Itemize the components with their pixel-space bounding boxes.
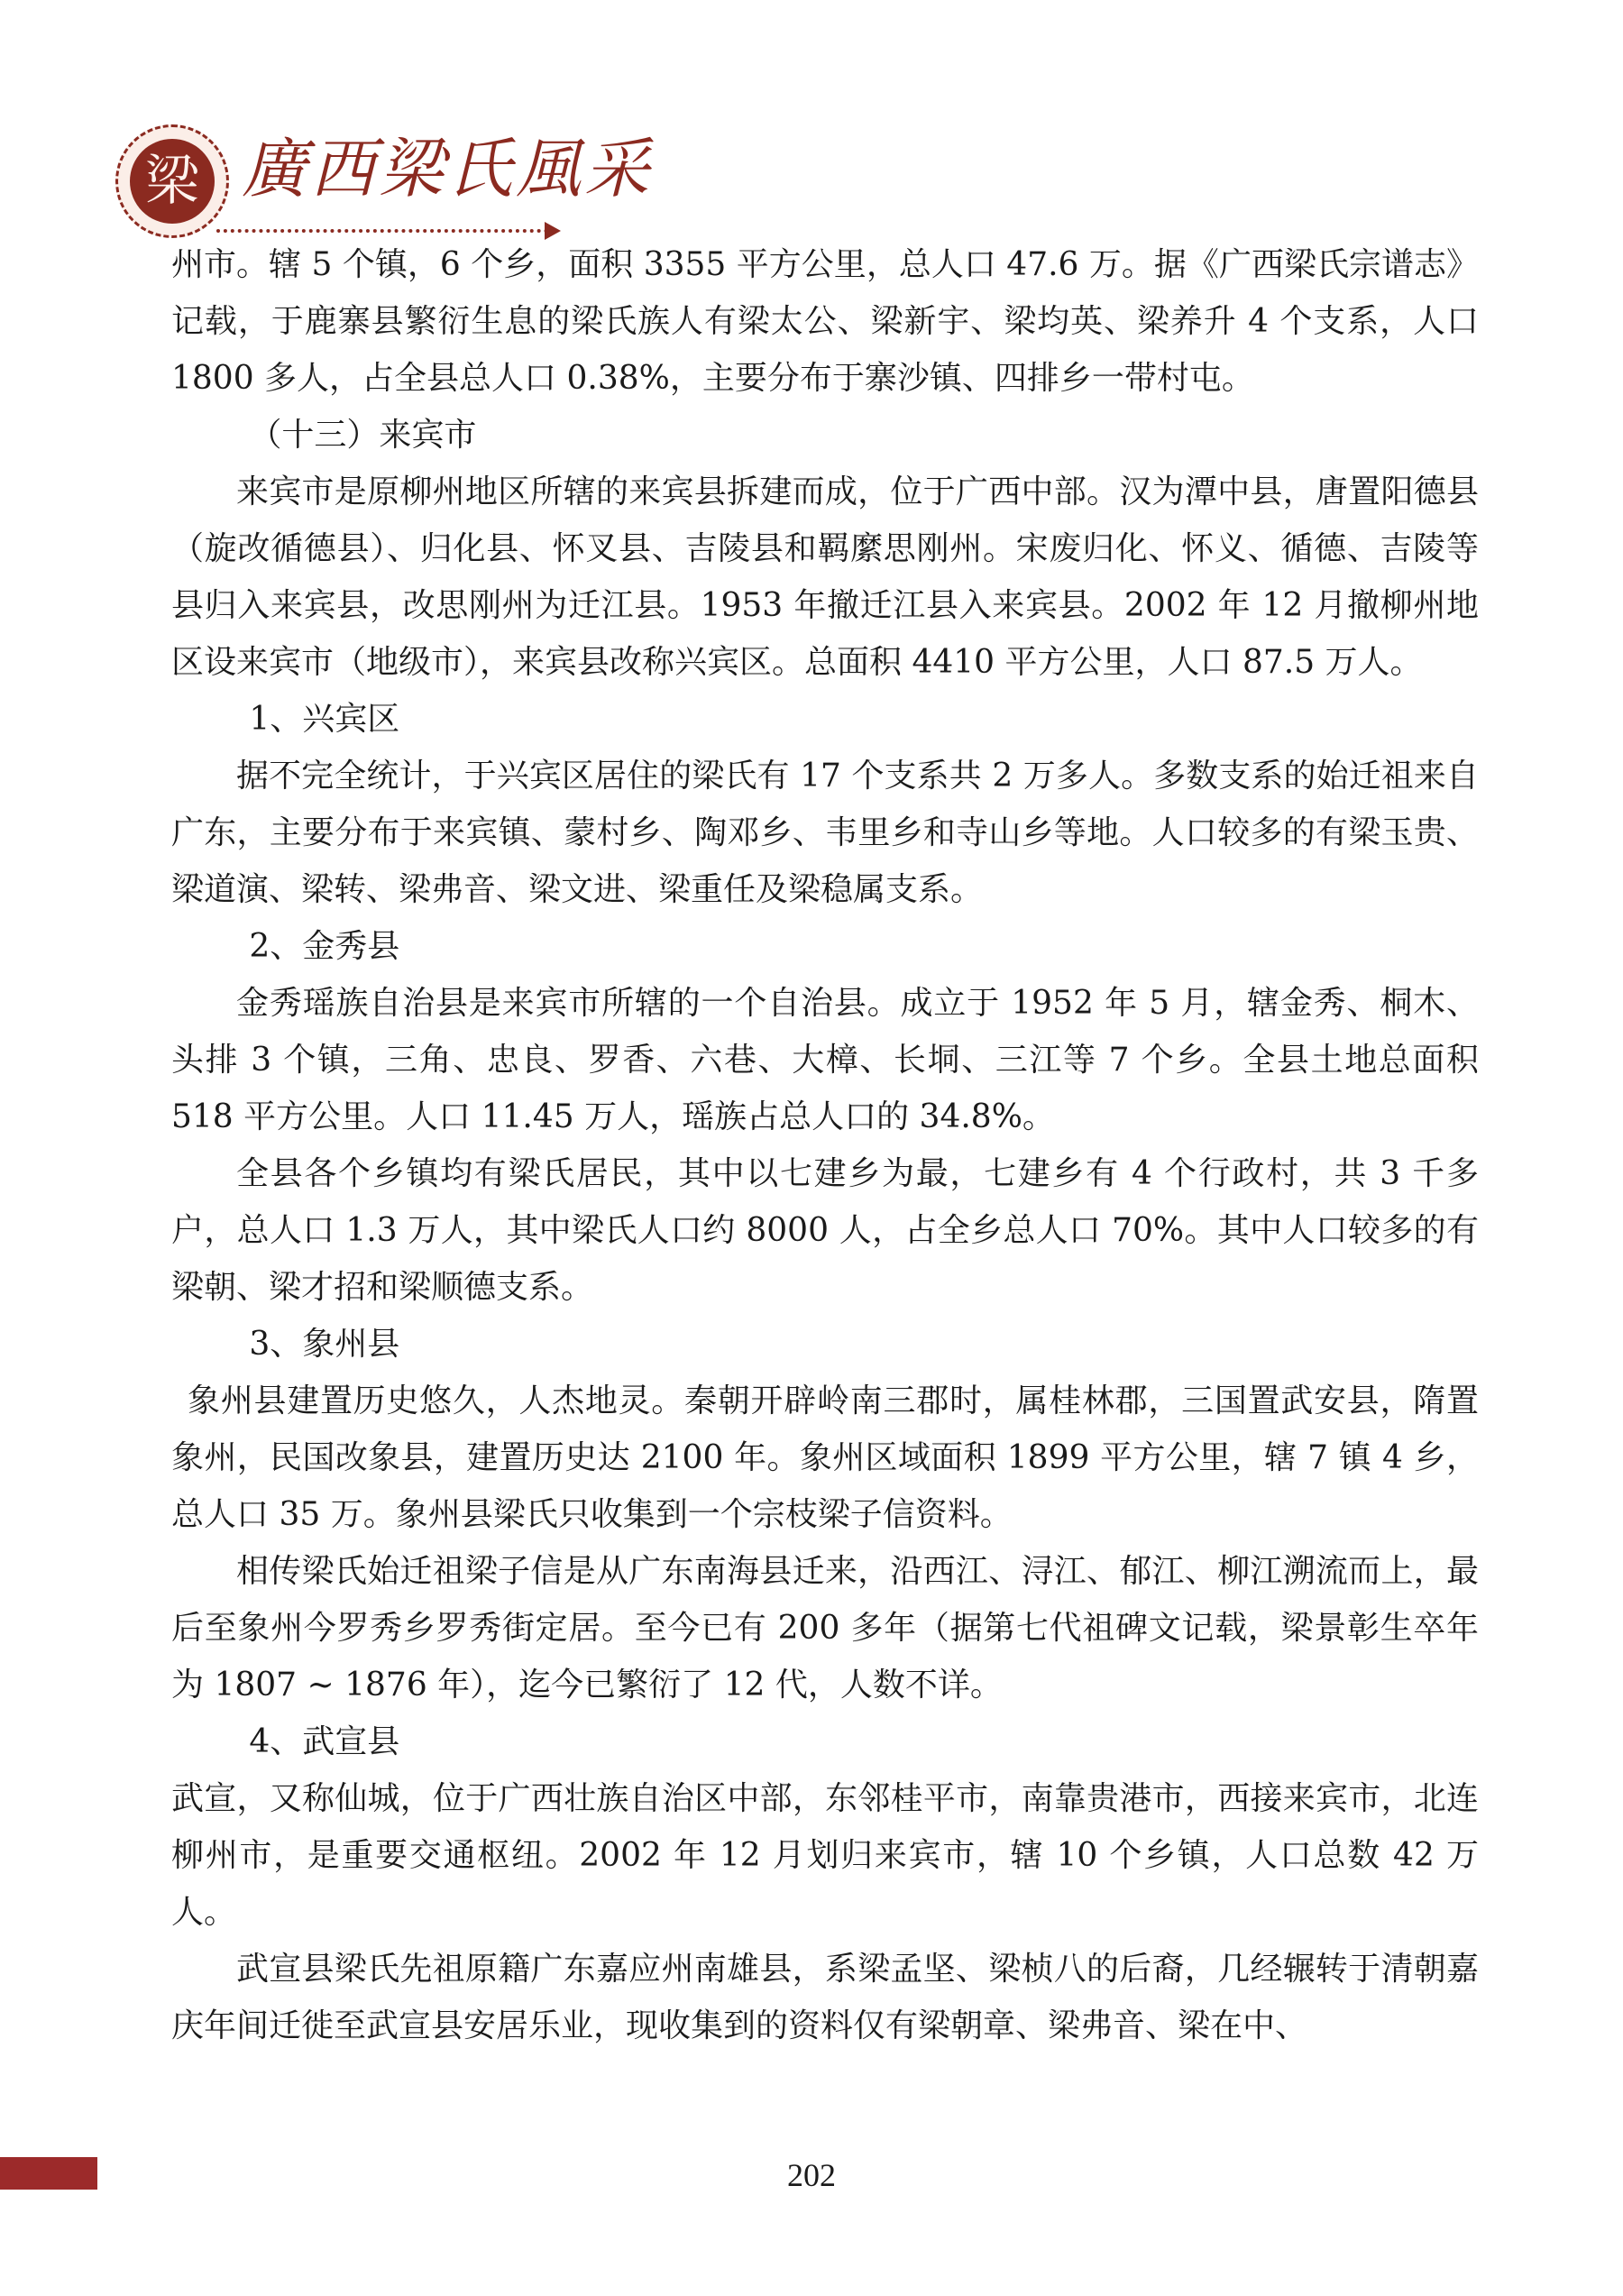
paragraph: 据不完全统计，于兴宾区居住的梁氏有 17 个支系共 2 万多人。多数支系的始迁祖来自广东，主要分布于来宾镇、蒙村乡、陶邓乡、韦里乡和寺山乡等地。人口较多的有梁玉贵、梁道演、梁转、梁弗音、梁文进、梁重任及梁稳属支系。 (171, 758, 1479, 908)
page-number: 202 (787, 2157, 836, 2193)
section-heading: 3、象州县 (249, 1326, 400, 1363)
page-body (171, 236, 1479, 2054)
section-heading: （十三）来宾市 (249, 417, 477, 454)
paragraph: 相传梁氏始迁祖梁子信是从广东南海县迁来，沿西江、浔江、郁江、柳江溯流而上，最后至象州今罗秀乡罗秀街定居。至今已有 200 多年（据第七代祖碑文记载，梁景彰生卒年为 1807 ~ 1876 年），迄今已繁衍了 12 代，人数不详。 (171, 1553, 1479, 1704)
paragraph: 武宣县梁氏先祖原籍广东嘉应州南雄县，系梁孟坚、梁桢八的后裔，几经辗转于清朝嘉庆年间迁徙至武宣县安居乐业，现收集到的资料仅有梁朝章、梁弗音、梁在中、 (171, 1951, 1479, 2044)
paragraph: 来宾市是原柳州地区所辖的来宾县拆建而成，位于广西中部。汉为潭中县，唐置阳德县（旋改循德县）、归化县、怀叉县、吉陵县和羁縻思刚州。宋废归化、怀义、循德、吉陵等县归入来宾县，改思刚州为迁江县。1953 年撤迁江县入来宾县。2002 年 12 月撤柳州地区设来宾市（地级市），来宾县改称兴宾区。总面积 4410 平方公里，人口 87.5 万人。 (171, 473, 1479, 681)
section-heading: 4、武宣县 (249, 1723, 400, 1760)
page-header (0, 0, 1623, 234)
header-dotted-rule (216, 229, 548, 233)
paragraph: 金秀瑶族自治县是来宾市所辖的一个自治县。成立于 1952 年 5 月，辖金秀、桐木、头排 3 个镇，三角、忠良、罗香、六巷、大樟、长垌、三江等 7 个乡。全县土地总面积 518 平方公里。人口 11.45 万人，瑶族占总人口的 34.8%。 (171, 985, 1479, 1135)
header-title: 廣西梁氏風采 (242, 131, 654, 207)
seal-logo-char: 梁 (130, 139, 215, 224)
seal-logo (115, 124, 229, 238)
paragraph: 州市。辖 5 个镇，6 个乡，面积 3355 平方公里，总人口 47.6 万。据《广西梁氏宗谱志》记载，于鹿寨县繁衍生息的梁氏族人有梁太公、梁新宇、梁均英、梁养升 4 个支系，人口 1800 多人，占全县总人口 0.38%，主要分布于寨沙镇、四排乡一带村屯。 (171, 246, 1479, 397)
paragraph: 武宣，又称仙城，位于广西壮族自治区中部，东邻桂平市，南靠贵港市，西接来宾市，北连柳州市，是重要交通枢纽。2002 年 12 月划归来宾市，辖 10 个乡镇，人口总数 42 万人。 (171, 1780, 1479, 1931)
paragraph: 象州县建置历史悠久，人杰地灵。秦朝开辟岭南三郡时，属桂林郡，三国置武安县，隋置象州，民国改象县，建置历史达 2100 年。象州区域面积 1899 平方公里，辖 7 镇 4 乡，总人口 35 万。象州县梁氏只收集到一个宗枝梁子信资料。 (171, 1382, 1479, 1533)
paragraph: 全县各个乡镇均有梁氏居民，其中以七建乡为最，七建乡有 4 个行政村，共 3 千多户，总人口 1.3 万人，其中梁氏人口约 8000 人，占全乡总人口 70%。其中人口较多的有梁朝、梁才招和梁顺德支系。 (171, 1155, 1479, 1306)
section-heading: 2、金秀县 (249, 928, 400, 965)
section-heading: 1、兴宾区 (249, 701, 400, 738)
